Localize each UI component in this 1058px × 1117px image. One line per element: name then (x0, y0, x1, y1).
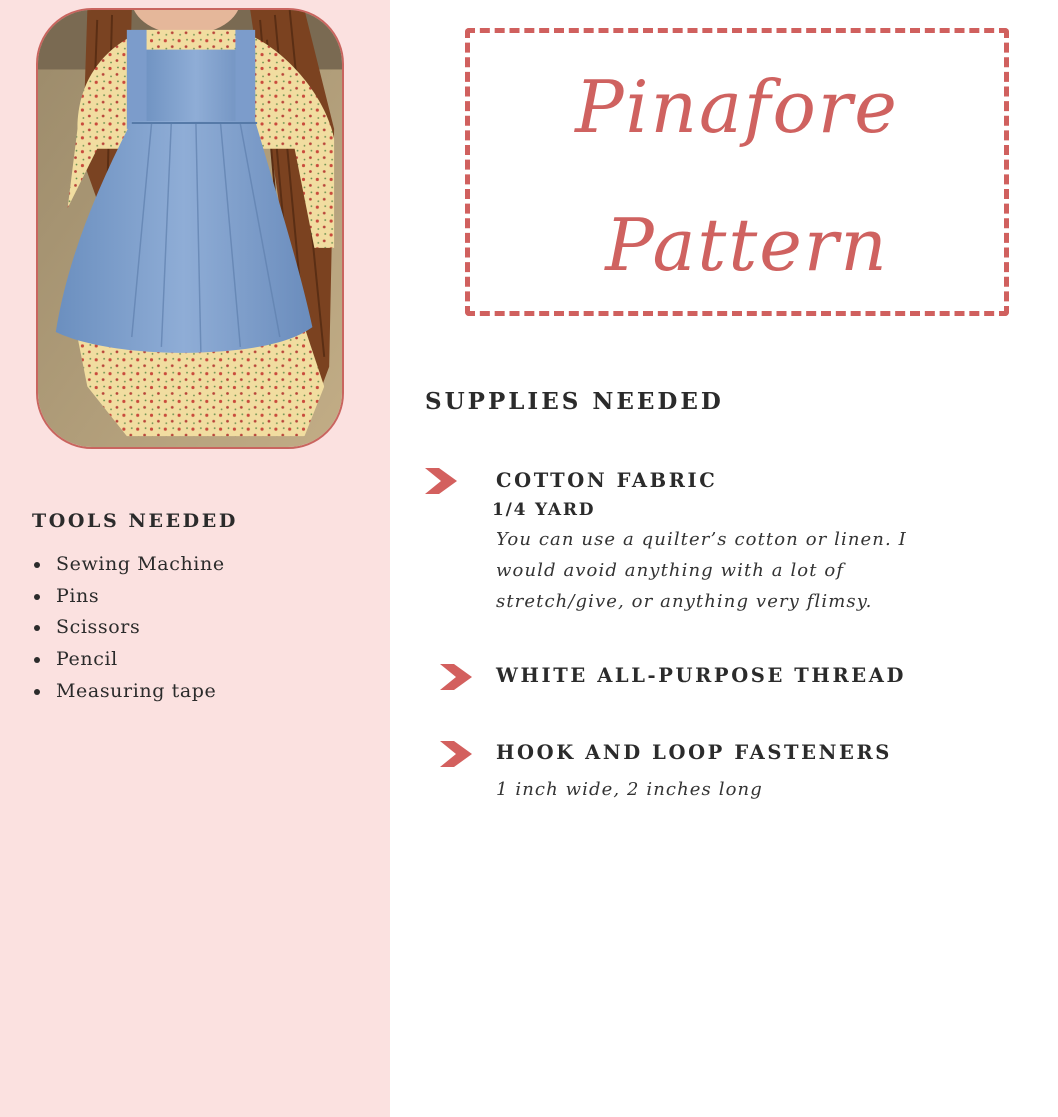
chevron-right-icon (425, 468, 457, 494)
supply-item-title: COTTON FABRIC (496, 469, 718, 492)
title-line-1: Pinafore (575, 65, 899, 149)
chevron-right-icon (440, 741, 472, 767)
supply-item-title: HOOK AND LOOP FASTENERS (496, 741, 892, 764)
doll-pinafore-image (38, 10, 342, 447)
supply-item-description (496, 524, 907, 617)
title-line-2: Pattern (605, 203, 889, 287)
tools-list-item: Pins (32, 581, 225, 613)
supply-item-description (496, 774, 763, 805)
sidebar (0, 0, 390, 1117)
supply-item-title: WHITE ALL-PURPOSE THREAD (496, 664, 906, 687)
tools-list-item: Pencil (32, 644, 225, 676)
tools-list-item: Measuring tape (32, 676, 225, 708)
tools-list-item: Scissors (32, 612, 225, 644)
doll-photo (36, 8, 344, 449)
title-box (465, 28, 1009, 316)
supplies-heading: SUPPLIES NEEDED (425, 388, 724, 415)
tools-list-item: Sewing Machine (32, 549, 225, 581)
description-line: would avoid anything with a lot of (496, 560, 845, 581)
tools-heading: TOOLS NEEDED (32, 510, 238, 532)
description-line: You can use a quilter’s cotton or linen. I (496, 529, 907, 550)
tools-list (32, 549, 225, 708)
supply-item-quantity: 1/4 YARD (492, 500, 596, 520)
chevron-right-icon (440, 664, 472, 690)
description-line: 1 inch wide, 2 inches long (496, 779, 763, 800)
description-line: stretch/give, or anything very flimsy. (496, 591, 873, 612)
